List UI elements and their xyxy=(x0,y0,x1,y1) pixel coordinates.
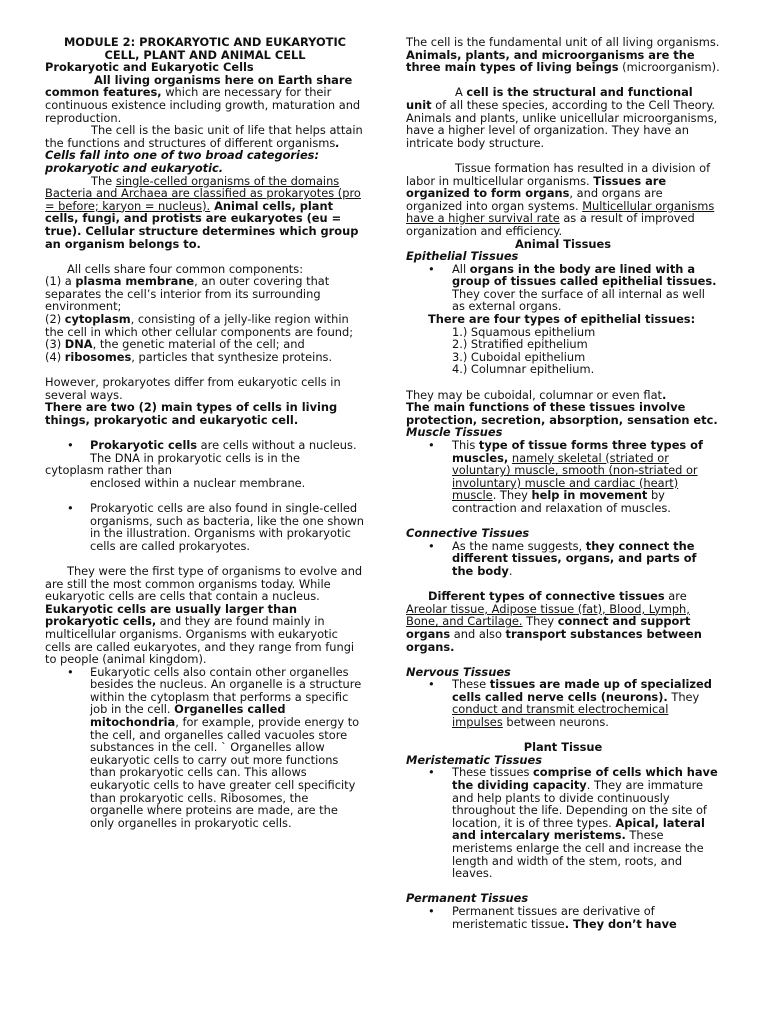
list-item-prokaryotes: • Prokaryotic cells are also found in single-celled organisms, such as bacteria, like the one shown in the illustration. Organisms with prokaryotic cells are called prokaryotes. xyxy=(45,502,365,552)
component-plasma-membrane: (1) a plasma membrane, an outer covering that separates the cell’s interior from its surrounding environment; xyxy=(45,274,330,314)
component-ribosomes: (4) ribosomes, particles that synthesize proteins. xyxy=(45,349,333,364)
prokaryotic-continuation: cytoplasm rather than xyxy=(45,463,173,478)
plant-tissue-heading: Plant Tissue xyxy=(523,740,603,755)
list-item-squamous: 1.) Squamous epithelium xyxy=(452,324,596,339)
list-item-muscle: • This type of tissue forms three types of muscles, namely skeletal (striated or voluntary) muscle, smooth (non-striated or involuntary) muscle and cardiac (heart) muscle. They help in movement by contraction and relaxation of muscles. xyxy=(406,439,720,515)
differences-sentence: However, prokaryotes differ from eukaryotic cells in several ways. xyxy=(45,375,341,402)
component-cytoplasm: (2) cytoplasm, consisting of a jelly-like region within the cell in which other cellular components are found; xyxy=(45,312,354,339)
list-item-nervous: • These tissues are made up of specialized cells called nerve cells (neurons). They conduct and transmit electrochemical impulses between neurons. xyxy=(406,678,720,728)
component-dna: (3) DNA, the genetic material of the cell; and xyxy=(45,337,305,352)
right-column xyxy=(406,36,720,930)
list-item-cuboidal: 3.) Cuboidal epithelium xyxy=(452,349,586,364)
epithelium-types-list xyxy=(406,326,720,376)
nervous-list xyxy=(406,678,720,728)
prokaryotes-list xyxy=(45,502,365,552)
prokaryotic-continuation-2: enclosed within a nuclear membrane. xyxy=(90,475,306,490)
list-item-connective: • As the name suggests, they connect the different tissues, organs, and parts of the body. xyxy=(406,540,720,578)
list-item-stratified: 2.) Stratified epithelium xyxy=(452,337,588,352)
meristematic-heading: Meristematic Tissues xyxy=(406,752,543,767)
intro-paragraph: All living organisms here on Earth share common features, which are necessary for their continuous existence including growth, maturation and reproduction. xyxy=(45,72,361,125)
module-title xyxy=(45,36,365,61)
eukaryote-paragraph: They were the first type of organisms to evolve and are still the most common organisms today. While eukaryotic cells are cells that contain a nucleus. Eukaryotic cells are usually larger than prokaryotic cells, and they are found mainly in multicellular organisms. Organisms with eukaryotic cells are called eukaryotes, and they range from fungi to people (animal kingdom). xyxy=(45,563,363,667)
cell-basic-unit-paragraph: The cell is the basic unit of life that helps attain the functions and structures of different organisms. Cells fall into one of two broad categories: prokaryotic and eukaryotic. xyxy=(45,123,363,175)
connective-list xyxy=(406,540,720,578)
section-subtitle: Prokaryotic and Eukaryotic Cells xyxy=(45,60,254,75)
muscle-heading: Muscle Tissues xyxy=(406,425,503,440)
title-line-2: CELL, PLANT AND ANIMAL CELL xyxy=(104,47,306,62)
list-item-meristematic: • These tissues comprise of cells which have the dividing capacity. They are immature and help plants to divide continuously throughout the life. Depending on the site of location, it is of three types. Apical, lateral and intercalary meristems. These meristems enlarge the cell and increase the length and width of the stem, roots, and leaves. xyxy=(406,766,720,879)
epithelial-list xyxy=(406,263,720,313)
list-item-permanent: • Permanent tissues are derivative of meristematic tissue. They don’t have xyxy=(406,905,720,930)
components-intro: All cells share four common components: xyxy=(67,261,304,276)
four-types-heading: There are four types of epithelial tissues: xyxy=(428,312,696,327)
title-line-1: MODULE 2: PROKARYOTIC AND EUKARYOTIC xyxy=(63,35,347,49)
list-item-epithelial: • All organs in the body are lined with a group of tissues called epithelial tissues. They cover the surface of all internal as well as external organs. xyxy=(406,263,720,313)
nervous-heading: Nervous Tissues xyxy=(406,664,511,679)
animal-tissues-heading: Animal Tissues xyxy=(514,236,612,251)
muscle-list xyxy=(406,439,720,515)
permanent-list xyxy=(406,905,720,930)
epithelial-heading: Epithelial Tissues xyxy=(406,249,519,264)
connective-heading: Connective Tissues xyxy=(406,526,530,541)
permanent-heading: Permanent Tissues xyxy=(406,891,529,906)
tissue-formation-paragraph: Tissue formation has resulted in a division of labor in multicellular organisms. Tissues are organized to form organs, and organs are organized into organ systems. Multicellular organisms have a higher survival rate as a result of improved organization and efficiency. xyxy=(406,160,715,238)
prokaryotic-list xyxy=(45,439,365,464)
left-column xyxy=(45,36,365,829)
organelle-list xyxy=(45,666,365,830)
shape-sentence: They may be cuboidal, columnar or even flat. xyxy=(406,387,667,402)
list-item-prokaryotic-cells: • Prokaryotic cells are cells without a nucleus. The DNA in prokaryotic cells is in the xyxy=(45,439,365,464)
functions-sentence: The main functions of these tissues involve protection, secretion, absorption, sensation etc. xyxy=(406,400,718,427)
list-item-organelles: • Eukaryotic cells also contain other organelles besides the nucleus. An organelle is a structure within the cytoplasm that performs a specific job in the cell. Organelles called mitochondria, for example, provide energy to the cell, and organelles called vacuoles store substances in the cell. ` Organelles allow eukaryotic cells to carry out more functions than prokaryotic cells can. This allows eukaryotic cells to have greater cell specificity than prokaryotic cells. Ribosomes, the organelle where proteins are made, are the only organelles in prokaryotic cells. xyxy=(45,666,365,830)
list-item-columnar: 4.) Columnar epithelium. xyxy=(452,362,595,377)
cell-fundamental-paragraph: The cell is the fundamental unit of all living organisms. Animals, plants, and microorganisms are the three main types of living beings (microorganism). xyxy=(406,35,720,75)
prokaryote-paragraph: The single-celled organisms of the domains Bacteria and Archaea are classified as prokaryotes (pro = before; karyon = nucleus). Animal cells, plant cells, fungi, and protists are eukaryotes (eu = true). Cellular structure determines which group an organism belongs to. xyxy=(45,173,361,251)
connective-types-paragraph: Different types of connective tissues are Areolar tissue, Adipose tissue (fat), Blood, Lymph, Bone, and Cartilage. They connect and support organs and also transport substances between organs. xyxy=(406,589,702,654)
structural-unit-paragraph: A cell is the structural and functional unit of all these species, according to the Cell Theory. Animals and plants, unlike unicellular microorganisms, have a higher level of organization. They have an intricate body structure. xyxy=(406,85,718,150)
meristematic-list xyxy=(406,766,720,879)
two-types-statement: There are two (2) main types of cells in living things, prokaryotic and eukaryotic cell. xyxy=(45,400,338,427)
